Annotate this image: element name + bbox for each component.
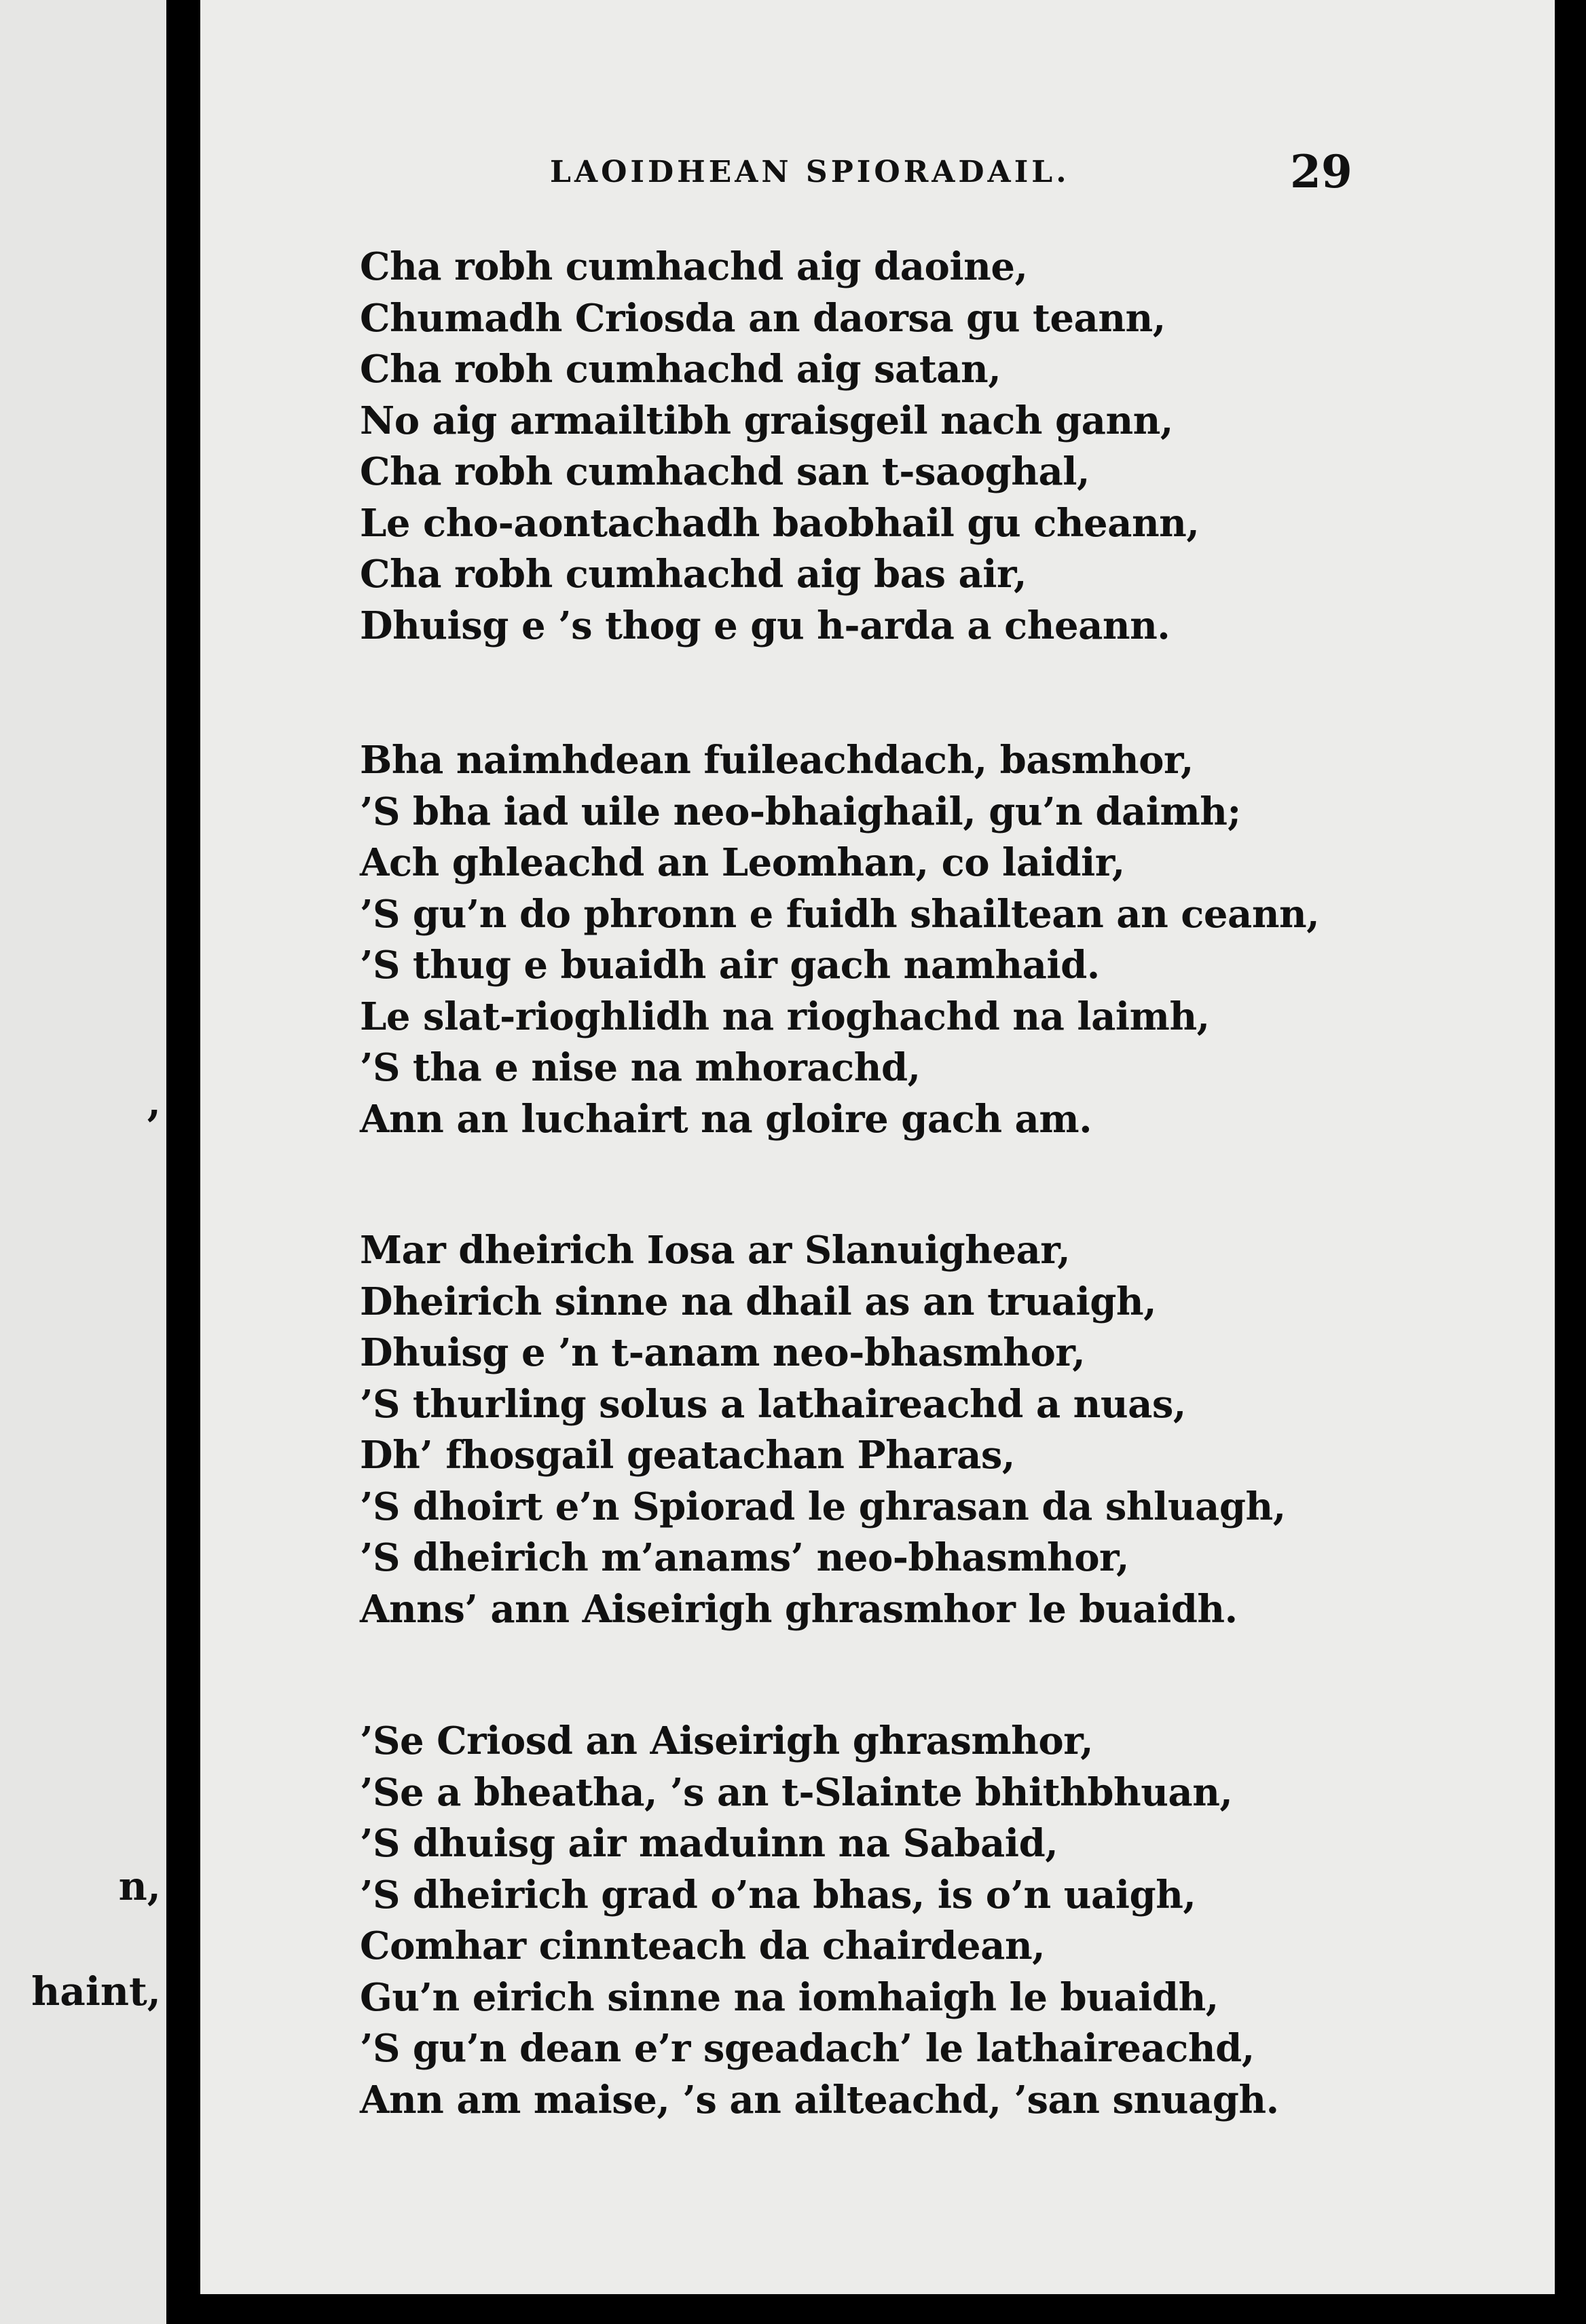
verse-line: Chumadh Criosda an daorsa gu teann, [360, 295, 1166, 341]
verse-line: ’Se Criosd an Aiseirigh ghrasmhor, [360, 1719, 1094, 1763]
verse-line: ’S thurling solus a lathaireachd a nuas, [360, 1381, 1186, 1427]
verse-line: Dhuisg e ’n t-anam neo-bhasmhor, [360, 1330, 1086, 1375]
verse-line: ’S gu’n dean e’r sgeadach’ le lathaireachd, [360, 2026, 1255, 2071]
verse-line: Cha robh cumhachd san t-saoghal, [360, 449, 1090, 494]
verse-line: ’S bha iad uile neo-bhaighail, gu’n daimh; [360, 789, 1241, 834]
left-page-fragment: haint, [31, 1968, 161, 2014]
verse-line: Dheirich sinne na dhail as an truaigh, [360, 1279, 1157, 1324]
verse-line: Dh’ fhosgail geatachan Pharas, [360, 1433, 1015, 1478]
book-gutter [166, 0, 200, 2324]
stanza-4 [360, 1716, 1514, 2126]
stanza-1 [360, 242, 1514, 652]
verse-line: ’S gu’n do phronn e fuidh shailtean an ceann, [360, 891, 1320, 937]
verse-line: Anns’ ann Aiseirigh ghrasmhor le buaidh. [360, 1586, 1238, 1632]
verse-line: ’Se a bheatha, ’s an t-Slainte bhithbhuan, [360, 1769, 1233, 1815]
verse-line: ’S thug e buaidh air gach namhaid. [360, 943, 1100, 988]
verse-line: ’S dheirich grad o’na bhas, is o’n uaigh, [360, 1872, 1196, 1917]
left-page-fragment: , [147, 1079, 161, 1125]
verse-line: Le cho-aontachadh baobhail gu cheann, [360, 500, 1200, 546]
verse-line: Comhar cinnteach da chairdean, [360, 1924, 1046, 1968]
verse-line: ’S tha e nise na mhorachd, [360, 1045, 921, 1090]
verse-line: Gu’n eirich sinne na iomhaigh le buaidh, [360, 1974, 1219, 2020]
verse-line: Cha robh cumhachd aig satan, [360, 347, 1001, 392]
verse-line: Bha naimhdean fuileachdach, basmhor, [360, 738, 1194, 783]
verse-line: Ann an luchairt na gloire gach am. [360, 1096, 1092, 1142]
page-number: 29 [1290, 145, 1352, 198]
scan-border-bottom [200, 2294, 1555, 2324]
book-page [200, 0, 1555, 2294]
verse-line: ’S dheirich m’anams’ neo-bhasmhor, [360, 1535, 1129, 1580]
verse-line: Ach ghleachd an Leomhan, co laidir, [360, 840, 1125, 885]
scan-border-right [1555, 0, 1586, 2324]
verse-line: Mar dheirich Iosa ar Slanuighear, [360, 1228, 1071, 1273]
verse-line: ’S dhoirt e’n Spiorad le ghrasan da shluagh, [360, 1484, 1286, 1529]
verse-line: Dhuisg e ’s thog e gu h-arda a cheann. [360, 603, 1170, 648]
page-header [200, 145, 1555, 209]
verse-line: ’S dhuisg air maduinn na Sabaid, [360, 1821, 1058, 1866]
stanza-2 [360, 735, 1514, 1145]
verse-line: Le slat-rioghlidh na rioghachd na laimh, [360, 994, 1210, 1039]
verse-line: No aig armailtibh graisgeil nach gann, [360, 398, 1173, 443]
verse-line: Ann am maise, ’s an ailteachd, ’san snuagh. [360, 2077, 1279, 2122]
stanza-3 [360, 1225, 1514, 1635]
previous-page-edge [0, 0, 166, 2324]
left-page-fragment: n, [118, 1863, 161, 1909]
running-title: LAOIDHEAN SPIORADAIL. [550, 155, 1070, 189]
verse-line: Cha robh cumhachd aig daoine, [360, 244, 1028, 289]
verse-line: Cha robh cumhachd aig bas air, [360, 552, 1027, 597]
